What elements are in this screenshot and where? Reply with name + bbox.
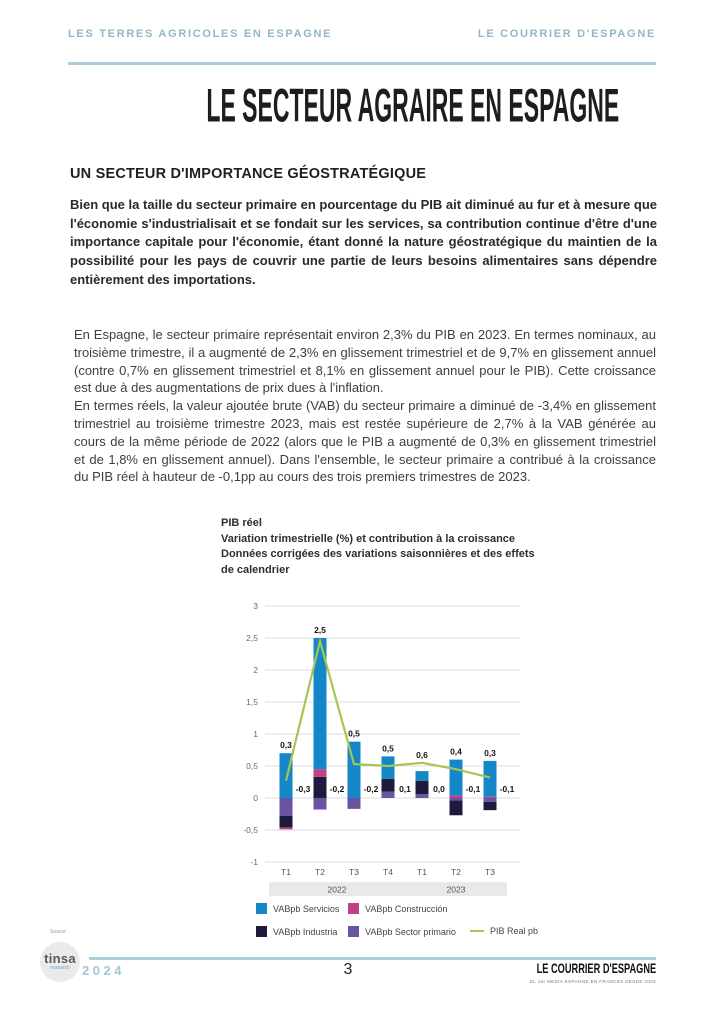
body-text [74, 326, 656, 486]
page-title: LE SECTEUR AGRAIRE EN ESPAGNE [206, 78, 620, 132]
svg-text:T1: T1 [281, 867, 291, 877]
tinsa-logo-text: tinsa [44, 951, 76, 966]
svg-text:1,5: 1,5 [246, 697, 258, 707]
chart-title-line1: PIB réel [221, 517, 262, 529]
svg-text:T3: T3 [349, 867, 359, 877]
paragraph-2: En termes réels, la valeur ajoutée brute (VAB) du secteur primaire a diminué de -3,4% en glissement trimestriel au troisième trimestre 2023, mais est restée supérieure de 2,7% à la VAB générée au cours de la même période de 2022 (alors que le PIB a augmenté de 0,3% en glissement trimestriel et de 1,8% en glissement annuel). Dans l'ensemble, le secteur primaire a contribué à la croissance du PIB réel à hauteur de -0,1pp au cours des trois premiers trimestres de 2023. [74, 398, 656, 485]
industria-swatch-icon [256, 926, 267, 937]
svg-text:0,4: 0,4 [450, 746, 462, 757]
svg-text:0,5: 0,5 [246, 761, 258, 771]
legend-item-sector-primario [348, 926, 456, 937]
svg-text:-0,1: -0,1 [465, 784, 481, 794]
brand-logo-text: LE COURRIER D'ESPAGNE [536, 960, 656, 976]
svg-text:0,0: 0,0 [433, 784, 445, 794]
pib-real-line-icon [470, 930, 484, 933]
header-rule [68, 62, 656, 65]
brand-footer [475, 960, 656, 984]
footer-year: 2024 [82, 963, 125, 978]
tinsa-research-logo [40, 942, 80, 982]
chart-title-line3: Données corrigées des variations saisonnières et des effets [221, 548, 535, 560]
svg-text:T2: T2 [315, 867, 325, 877]
svg-text:T3: T3 [485, 867, 495, 877]
svg-text:-0,5: -0,5 [243, 825, 258, 835]
page-number: 3 [343, 961, 353, 978]
svg-text:-1: -1 [250, 857, 258, 867]
svg-text:0: 0 [253, 793, 258, 803]
svg-text:0,1: 0,1 [399, 784, 411, 794]
chart-title-line2: Variation trimestrielle (%) et contribution à la croissance [221, 532, 516, 545]
construccion-swatch-icon [348, 903, 359, 914]
legend-item-construccion [348, 903, 447, 914]
svg-text:0,3: 0,3 [484, 747, 496, 758]
svg-text:0,3: 0,3 [280, 740, 292, 751]
chart-title [221, 516, 551, 578]
svg-text:2,5: 2,5 [314, 625, 326, 635]
paragraph-1: En Espagne, le secteur primaire représentait environ 2,3% du PIB en 2023. En termes nominaux, au troisième trimestre, il a augmenté de 2,3% en glissement trimestriel et de 9,7% en glissement annuel (contre 0,7% en glissement trimestriel et 8,1% en glissement annuel pour le PIB). Cette croissance est due à des augmentations de prix dues à l'inflation. [74, 327, 656, 396]
gdp-contribution-chart [228, 594, 528, 904]
sector-primario-swatch-icon [348, 926, 359, 937]
svg-text:T2: T2 [451, 867, 461, 877]
svg-text:0,6: 0,6 [416, 749, 428, 760]
svg-text:2,5: 2,5 [246, 633, 258, 643]
svg-text:T1: T1 [417, 867, 427, 877]
section-heading: UN SECTEUR D'IMPORTANCE GÉOSTRATÉGIQUE [70, 166, 427, 182]
legend-label: VABpb Industria [273, 926, 338, 937]
svg-text:-0,1: -0,1 [499, 784, 515, 794]
svg-text:2023: 2023 [446, 884, 466, 895]
legend-item-servicios [256, 903, 339, 914]
running-header-right: LE COURRIER D'ESPAGNE [477, 28, 656, 40]
source-label: Source [50, 929, 66, 935]
brand-tagline: EL 1er MEDIA ESPAGNE EN FRANCES DESDE 2004 [529, 979, 656, 984]
svg-text:2: 2 [253, 665, 258, 675]
legend-item-industria [256, 926, 337, 937]
chart-legend [256, 903, 586, 943]
lead-paragraph: Bien que la taille du secteur primaire en pourcentage du PIB ait diminué au fur et à mesure que l'économie s'industrialisait et se fondait sur les services, sa contribution continue d'être d'une importance capitale pour l'économie, étant donné la nature géostratégique du maintien de la possibilité pour les pays de couvrir une partie de leurs besoins alimentaires sans dépendre entièrement des importations. [70, 197, 657, 287]
svg-text:-0,2: -0,2 [329, 784, 345, 794]
chart-title-line4: de calendrier [221, 563, 290, 576]
svg-text:1: 1 [253, 729, 258, 739]
running-header-left: LES TERRES AGRICOLES EN ESPAGNE [68, 28, 333, 40]
svg-text:2022: 2022 [327, 884, 347, 895]
svg-text:T4: T4 [383, 867, 393, 877]
legend-item-pib-real [470, 926, 538, 936]
servicios-swatch-icon [256, 903, 267, 914]
legend-label: VABpb Servicios [273, 903, 340, 914]
svg-text:0,5: 0,5 [382, 743, 394, 754]
legend-label: PIB Real pb [490, 926, 539, 936]
svg-text:-0,3: -0,3 [295, 784, 311, 794]
legend-label: VABpb Sector primario [365, 926, 456, 937]
tinsa-logo-subtext: research [50, 965, 70, 971]
svg-text:3: 3 [253, 601, 258, 611]
legend-label: VABpb Construcción [365, 903, 448, 914]
svg-text:0,5: 0,5 [348, 728, 360, 739]
svg-text:-0,2: -0,2 [363, 784, 379, 794]
